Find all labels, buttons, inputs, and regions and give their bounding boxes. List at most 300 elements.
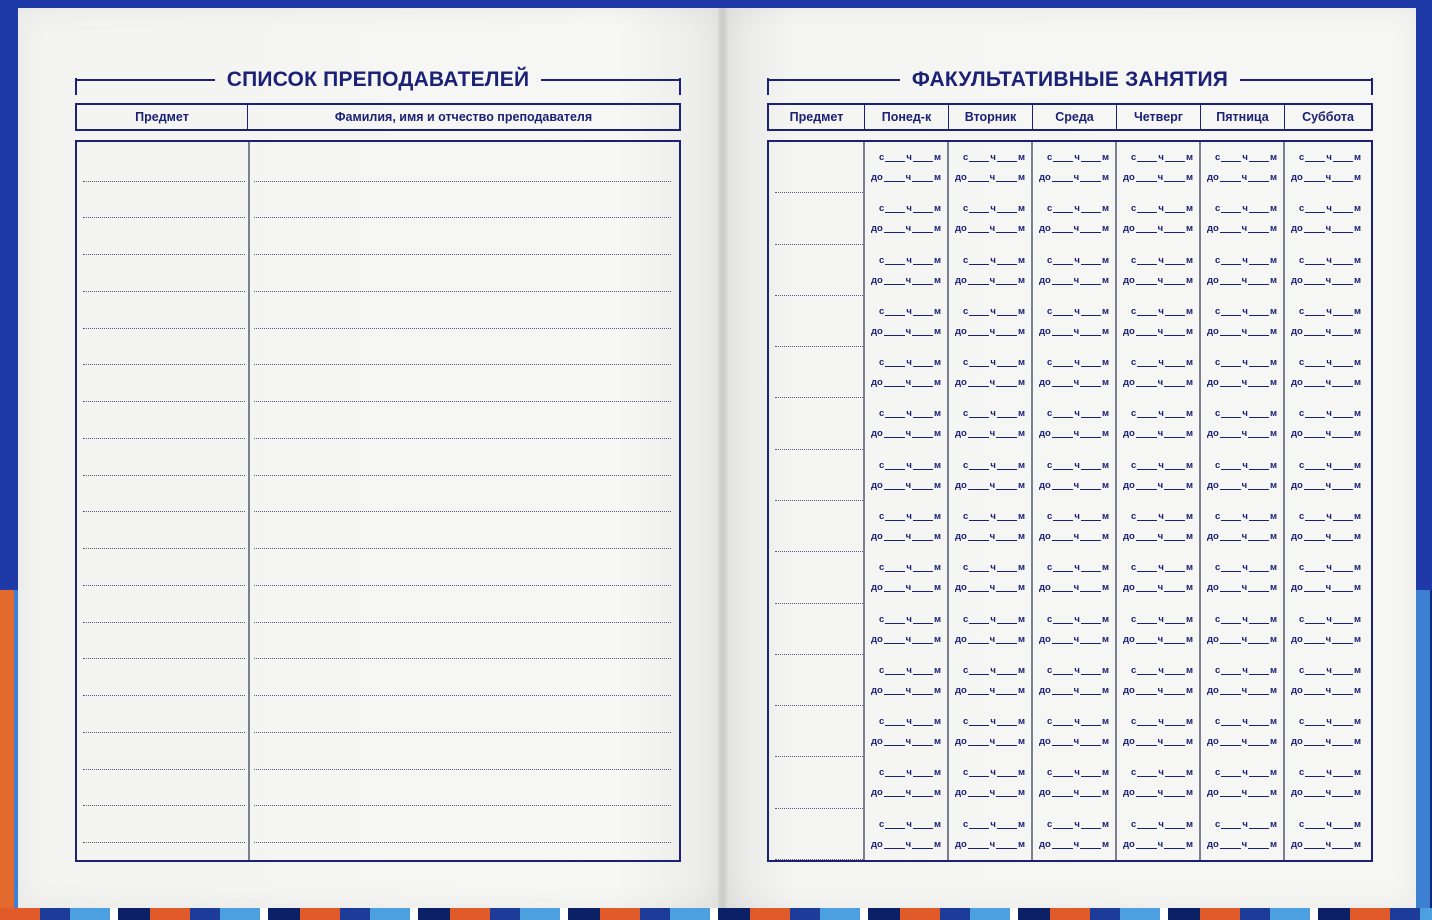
blank-field[interactable] <box>1332 437 1353 438</box>
time-slot-cell[interactable] <box>1283 706 1367 757</box>
blank-field[interactable] <box>1304 335 1325 336</box>
blank-field[interactable] <box>1165 315 1185 316</box>
time-slot-cell[interactable] <box>1031 809 1115 860</box>
blank-field[interactable] <box>912 591 933 592</box>
time-slot-cell[interactable] <box>1199 604 1283 655</box>
blank-field[interactable] <box>1333 469 1353 470</box>
blank-field[interactable] <box>996 745 1017 746</box>
blank-field[interactable] <box>885 776 905 777</box>
blank-field[interactable] <box>969 315 989 316</box>
time-slot-cell[interactable] <box>1115 142 1199 193</box>
blank-field[interactable] <box>884 489 905 490</box>
time-slot-cell[interactable] <box>1115 501 1199 552</box>
blank-field[interactable] <box>913 725 933 726</box>
blank-field[interactable] <box>1220 489 1241 490</box>
blank-field[interactable] <box>913 315 933 316</box>
time-slot-cell[interactable] <box>1031 501 1115 552</box>
blank-field[interactable] <box>1248 181 1269 182</box>
time-slot-cell[interactable] <box>1115 655 1199 706</box>
time-slot-cell[interactable] <box>863 398 947 449</box>
time-slot-cell[interactable] <box>947 142 1031 193</box>
blank-field[interactable] <box>997 366 1017 367</box>
teacher-name-line[interactable] <box>254 511 671 512</box>
time-slot-cell[interactable] <box>947 604 1031 655</box>
time-slot-cell[interactable] <box>1115 757 1199 808</box>
time-slot-cell[interactable] <box>947 552 1031 603</box>
blank-field[interactable] <box>969 161 989 162</box>
teacher-name-line[interactable] <box>254 364 671 365</box>
blank-field[interactable] <box>996 796 1017 797</box>
blank-field[interactable] <box>1221 520 1241 521</box>
time-slot-cell[interactable] <box>1031 604 1115 655</box>
blank-field[interactable] <box>1304 232 1325 233</box>
blank-field[interactable] <box>997 674 1017 675</box>
time-slot-cell[interactable] <box>1199 193 1283 244</box>
time-slot-cell[interactable] <box>947 296 1031 347</box>
time-slot-cell[interactable] <box>863 552 947 603</box>
blank-field[interactable] <box>996 232 1017 233</box>
blank-field[interactable] <box>1332 643 1353 644</box>
blank-field[interactable] <box>1053 725 1073 726</box>
blank-field[interactable] <box>1165 520 1185 521</box>
blank-field[interactable] <box>1305 161 1325 162</box>
blank-field[interactable] <box>912 181 933 182</box>
blank-field[interactable] <box>1165 623 1185 624</box>
blank-field[interactable] <box>913 469 933 470</box>
blank-field[interactable] <box>968 745 989 746</box>
blank-field[interactable] <box>1304 284 1325 285</box>
subject-line[interactable] <box>83 805 245 806</box>
blank-field[interactable] <box>1053 828 1073 829</box>
blank-field[interactable] <box>968 284 989 285</box>
blank-field[interactable] <box>1305 366 1325 367</box>
blank-field[interactable] <box>1081 674 1101 675</box>
blank-field[interactable] <box>997 520 1017 521</box>
subject-line[interactable] <box>83 438 245 439</box>
blank-field[interactable] <box>997 212 1017 213</box>
teacher-name-line[interactable] <box>254 291 671 292</box>
blank-field[interactable] <box>997 571 1017 572</box>
time-slot-cell[interactable] <box>1199 552 1283 603</box>
time-slot-cell[interactable] <box>1283 552 1367 603</box>
blank-field[interactable] <box>1164 489 1185 490</box>
time-slot-cell[interactable] <box>863 809 947 860</box>
blank-field[interactable] <box>996 437 1017 438</box>
blank-field[interactable] <box>968 540 989 541</box>
blank-field[interactable] <box>1165 828 1185 829</box>
time-slot-cell[interactable] <box>1031 142 1115 193</box>
blank-field[interactable] <box>1080 437 1101 438</box>
blank-field[interactable] <box>885 212 905 213</box>
blank-field[interactable] <box>1249 366 1269 367</box>
blank-field[interactable] <box>885 417 905 418</box>
blank-field[interactable] <box>884 181 905 182</box>
blank-field[interactable] <box>1080 489 1101 490</box>
blank-field[interactable] <box>1220 540 1241 541</box>
blank-field[interactable] <box>912 848 933 849</box>
blank-field[interactable] <box>1333 315 1353 316</box>
blank-field[interactable] <box>1053 366 1073 367</box>
blank-field[interactable] <box>1221 674 1241 675</box>
blank-field[interactable] <box>1220 335 1241 336</box>
blank-field[interactable] <box>1220 232 1241 233</box>
blank-field[interactable] <box>1164 694 1185 695</box>
blank-field[interactable] <box>885 623 905 624</box>
blank-field[interactable] <box>1220 694 1241 695</box>
blank-field[interactable] <box>997 264 1017 265</box>
blank-field[interactable] <box>1248 437 1269 438</box>
blank-field[interactable] <box>1081 366 1101 367</box>
blank-field[interactable] <box>996 694 1017 695</box>
blank-field[interactable] <box>912 745 933 746</box>
blank-field[interactable] <box>1221 828 1241 829</box>
blank-field[interactable] <box>997 828 1017 829</box>
blank-field[interactable] <box>1165 674 1185 675</box>
teacher-name-line[interactable] <box>254 328 671 329</box>
blank-field[interactable] <box>912 643 933 644</box>
blank-field[interactable] <box>1137 469 1157 470</box>
blank-field[interactable] <box>1249 469 1269 470</box>
blank-field[interactable] <box>1136 540 1157 541</box>
blank-field[interactable] <box>885 725 905 726</box>
teacher-name-line[interactable] <box>254 842 671 843</box>
blank-field[interactable] <box>885 264 905 265</box>
blank-field[interactable] <box>1137 366 1157 367</box>
time-slot-cell[interactable] <box>1199 809 1283 860</box>
blank-field[interactable] <box>1081 725 1101 726</box>
blank-field[interactable] <box>1332 848 1353 849</box>
blank-field[interactable] <box>1081 571 1101 572</box>
blank-field[interactable] <box>913 417 933 418</box>
blank-field[interactable] <box>996 489 1017 490</box>
blank-field[interactable] <box>1333 161 1353 162</box>
blank-field[interactable] <box>884 796 905 797</box>
blank-field[interactable] <box>1332 489 1353 490</box>
time-slot-cell[interactable] <box>1199 245 1283 296</box>
teacher-name-line[interactable] <box>254 622 671 623</box>
time-slot-cell[interactable] <box>947 347 1031 398</box>
teacher-name-line[interactable] <box>254 217 671 218</box>
subject-line[interactable] <box>775 859 863 860</box>
time-slot-cell[interactable] <box>1031 398 1115 449</box>
blank-field[interactable] <box>969 776 989 777</box>
blank-field[interactable] <box>1137 623 1157 624</box>
blank-field[interactable] <box>1305 520 1325 521</box>
blank-field[interactable] <box>885 366 905 367</box>
blank-field[interactable] <box>884 643 905 644</box>
blank-field[interactable] <box>1304 643 1325 644</box>
blank-field[interactable] <box>1249 212 1269 213</box>
blank-field[interactable] <box>884 540 905 541</box>
blank-field[interactable] <box>1080 694 1101 695</box>
blank-field[interactable] <box>1081 828 1101 829</box>
blank-field[interactable] <box>885 520 905 521</box>
blank-field[interactable] <box>997 623 1017 624</box>
blank-field[interactable] <box>997 469 1017 470</box>
blank-field[interactable] <box>1052 694 1073 695</box>
blank-field[interactable] <box>968 232 989 233</box>
blank-field[interactable] <box>1332 284 1353 285</box>
blank-field[interactable] <box>1304 489 1325 490</box>
blank-field[interactable] <box>1164 284 1185 285</box>
blank-field[interactable] <box>1221 469 1241 470</box>
time-slot-cell[interactable] <box>947 450 1031 501</box>
blank-field[interactable] <box>1304 591 1325 592</box>
time-slot-cell[interactable] <box>863 655 947 706</box>
blank-field[interactable] <box>1137 828 1157 829</box>
blank-field[interactable] <box>997 725 1017 726</box>
blank-field[interactable] <box>1304 796 1325 797</box>
blank-field[interactable] <box>885 571 905 572</box>
blank-field[interactable] <box>1053 674 1073 675</box>
time-slot-cell[interactable] <box>863 706 947 757</box>
blank-field[interactable] <box>1333 520 1353 521</box>
blank-field[interactable] <box>1053 623 1073 624</box>
blank-field[interactable] <box>1304 848 1325 849</box>
blank-field[interactable] <box>1221 776 1241 777</box>
blank-field[interactable] <box>1248 386 1269 387</box>
blank-field[interactable] <box>1136 643 1157 644</box>
subject-line[interactable] <box>83 658 245 659</box>
blank-field[interactable] <box>968 848 989 849</box>
blank-field[interactable] <box>1164 335 1185 336</box>
blank-field[interactable] <box>1136 437 1157 438</box>
blank-field[interactable] <box>969 417 989 418</box>
blank-field[interactable] <box>1052 386 1073 387</box>
blank-field[interactable] <box>997 417 1017 418</box>
subject-line[interactable] <box>83 548 245 549</box>
teacher-name-line[interactable] <box>254 475 671 476</box>
blank-field[interactable] <box>913 161 933 162</box>
subject-line[interactable] <box>83 769 245 770</box>
time-slot-cell[interactable] <box>1283 501 1367 552</box>
subject-line[interactable] <box>83 475 245 476</box>
blank-field[interactable] <box>912 335 933 336</box>
subject-line[interactable] <box>83 291 245 292</box>
blank-field[interactable] <box>1221 725 1241 726</box>
blank-field[interactable] <box>913 212 933 213</box>
time-slot-cell[interactable] <box>1031 552 1115 603</box>
time-slot-cell[interactable] <box>1031 193 1115 244</box>
subject-line[interactable] <box>83 254 245 255</box>
time-slot-cell[interactable] <box>947 706 1031 757</box>
blank-field[interactable] <box>885 469 905 470</box>
blank-field[interactable] <box>1304 437 1325 438</box>
time-slot-cell[interactable] <box>863 347 947 398</box>
blank-field[interactable] <box>1249 315 1269 316</box>
blank-field[interactable] <box>1220 386 1241 387</box>
teacher-name-line[interactable] <box>254 181 671 182</box>
blank-field[interactable] <box>1052 848 1073 849</box>
blank-field[interactable] <box>1136 284 1157 285</box>
blank-field[interactable] <box>1052 745 1073 746</box>
blank-field[interactable] <box>1080 181 1101 182</box>
subject-line[interactable] <box>83 511 245 512</box>
blank-field[interactable] <box>1304 181 1325 182</box>
blank-field[interactable] <box>1165 469 1185 470</box>
blank-field[interactable] <box>969 469 989 470</box>
blank-field[interactable] <box>913 366 933 367</box>
time-slot-cell[interactable] <box>1283 604 1367 655</box>
blank-field[interactable] <box>1137 571 1157 572</box>
blank-field[interactable] <box>968 181 989 182</box>
time-slot-cell[interactable] <box>1115 398 1199 449</box>
blank-field[interactable] <box>1248 284 1269 285</box>
blank-field[interactable] <box>1081 469 1101 470</box>
blank-field[interactable] <box>913 776 933 777</box>
blank-field[interactable] <box>1080 796 1101 797</box>
blank-field[interactable] <box>884 591 905 592</box>
blank-field[interactable] <box>1053 520 1073 521</box>
time-slot-cell[interactable] <box>1199 757 1283 808</box>
blank-field[interactable] <box>1164 643 1185 644</box>
blank-field[interactable] <box>1052 591 1073 592</box>
blank-field[interactable] <box>1053 571 1073 572</box>
blank-field[interactable] <box>1081 264 1101 265</box>
blank-field[interactable] <box>1333 264 1353 265</box>
blank-field[interactable] <box>1136 386 1157 387</box>
time-slot-cell[interactable] <box>1115 450 1199 501</box>
blank-field[interactable] <box>1248 694 1269 695</box>
blank-field[interactable] <box>1080 591 1101 592</box>
blank-field[interactable] <box>1136 848 1157 849</box>
blank-field[interactable] <box>1052 540 1073 541</box>
blank-field[interactable] <box>1165 212 1185 213</box>
blank-field[interactable] <box>1052 232 1073 233</box>
blank-field[interactable] <box>1136 591 1157 592</box>
blank-field[interactable] <box>1249 520 1269 521</box>
blank-field[interactable] <box>1052 643 1073 644</box>
blank-field[interactable] <box>968 796 989 797</box>
blank-field[interactable] <box>1249 828 1269 829</box>
teacher-name-line[interactable] <box>254 254 671 255</box>
blank-field[interactable] <box>1333 828 1353 829</box>
blank-field[interactable] <box>1080 284 1101 285</box>
blank-field[interactable] <box>1332 796 1353 797</box>
blank-field[interactable] <box>885 828 905 829</box>
blank-field[interactable] <box>1332 335 1353 336</box>
subject-line[interactable] <box>83 585 245 586</box>
blank-field[interactable] <box>1304 745 1325 746</box>
blank-field[interactable] <box>996 284 1017 285</box>
blank-field[interactable] <box>1305 571 1325 572</box>
blank-field[interactable] <box>1332 540 1353 541</box>
blank-field[interactable] <box>1332 181 1353 182</box>
time-slot-cell[interactable] <box>1283 296 1367 347</box>
blank-field[interactable] <box>1220 796 1241 797</box>
blank-field[interactable] <box>1249 623 1269 624</box>
blank-field[interactable] <box>1333 623 1353 624</box>
time-slot-cell[interactable] <box>863 296 947 347</box>
blank-field[interactable] <box>1220 643 1241 644</box>
blank-field[interactable] <box>1081 212 1101 213</box>
blank-field[interactable] <box>1137 417 1157 418</box>
blank-field[interactable] <box>1248 540 1269 541</box>
time-slot-cell[interactable] <box>1031 296 1115 347</box>
blank-field[interactable] <box>969 828 989 829</box>
time-slot-cell[interactable] <box>1283 450 1367 501</box>
blank-field[interactable] <box>1305 725 1325 726</box>
blank-field[interactable] <box>1136 335 1157 336</box>
time-slot-cell[interactable] <box>1199 296 1283 347</box>
blank-field[interactable] <box>1248 796 1269 797</box>
blank-field[interactable] <box>968 437 989 438</box>
blank-field[interactable] <box>1164 796 1185 797</box>
blank-field[interactable] <box>1221 161 1241 162</box>
blank-field[interactable] <box>1080 848 1101 849</box>
blank-field[interactable] <box>996 540 1017 541</box>
teacher-name-line[interactable] <box>254 658 671 659</box>
blank-field[interactable] <box>1165 366 1185 367</box>
blank-field[interactable] <box>1249 571 1269 572</box>
time-slot-cell[interactable] <box>1115 347 1199 398</box>
teacher-name-line[interactable] <box>254 548 671 549</box>
blank-field[interactable] <box>1304 694 1325 695</box>
blank-field[interactable] <box>969 520 989 521</box>
blank-field[interactable] <box>1164 437 1185 438</box>
blank-field[interactable] <box>1053 161 1073 162</box>
blank-field[interactable] <box>1220 181 1241 182</box>
time-slot-cell[interactable] <box>1199 347 1283 398</box>
blank-field[interactable] <box>1080 335 1101 336</box>
blank-field[interactable] <box>1165 571 1185 572</box>
teacher-name-line[interactable] <box>254 732 671 733</box>
blank-field[interactable] <box>1332 591 1353 592</box>
blank-field[interactable] <box>1248 591 1269 592</box>
blank-field[interactable] <box>1220 745 1241 746</box>
subject-line[interactable] <box>83 401 245 402</box>
teacher-name-line[interactable] <box>254 585 671 586</box>
blank-field[interactable] <box>1305 315 1325 316</box>
blank-field[interactable] <box>884 386 905 387</box>
blank-field[interactable] <box>1333 776 1353 777</box>
time-slot-cell[interactable] <box>863 193 947 244</box>
blank-field[interactable] <box>1081 623 1101 624</box>
blank-field[interactable] <box>969 366 989 367</box>
blank-field[interactable] <box>912 540 933 541</box>
blank-field[interactable] <box>1081 520 1101 521</box>
blank-field[interactable] <box>1053 315 1073 316</box>
blank-field[interactable] <box>1164 591 1185 592</box>
blank-field[interactable] <box>968 643 989 644</box>
time-slot-cell[interactable] <box>1031 757 1115 808</box>
subject-line[interactable] <box>83 842 245 843</box>
time-slot-cell[interactable] <box>863 142 947 193</box>
blank-field[interactable] <box>885 315 905 316</box>
time-slot-cell[interactable] <box>947 757 1031 808</box>
time-slot-cell[interactable] <box>1115 193 1199 244</box>
time-slot-cell[interactable] <box>863 501 947 552</box>
blank-field[interactable] <box>912 694 933 695</box>
blank-field[interactable] <box>1333 571 1353 572</box>
blank-field[interactable] <box>1332 386 1353 387</box>
time-slot-cell[interactable] <box>1031 347 1115 398</box>
blank-field[interactable] <box>968 335 989 336</box>
blank-field[interactable] <box>1248 643 1269 644</box>
blank-field[interactable] <box>1305 828 1325 829</box>
teacher-name-line[interactable] <box>254 805 671 806</box>
blank-field[interactable] <box>1080 386 1101 387</box>
blank-field[interactable] <box>1080 232 1101 233</box>
blank-field[interactable] <box>884 848 905 849</box>
blank-field[interactable] <box>1305 623 1325 624</box>
blank-field[interactable] <box>1249 776 1269 777</box>
time-slot-cell[interactable] <box>1199 655 1283 706</box>
blank-field[interactable] <box>968 386 989 387</box>
blank-field[interactable] <box>1305 264 1325 265</box>
blank-field[interactable] <box>1136 694 1157 695</box>
time-slot-cell[interactable] <box>1283 245 1367 296</box>
